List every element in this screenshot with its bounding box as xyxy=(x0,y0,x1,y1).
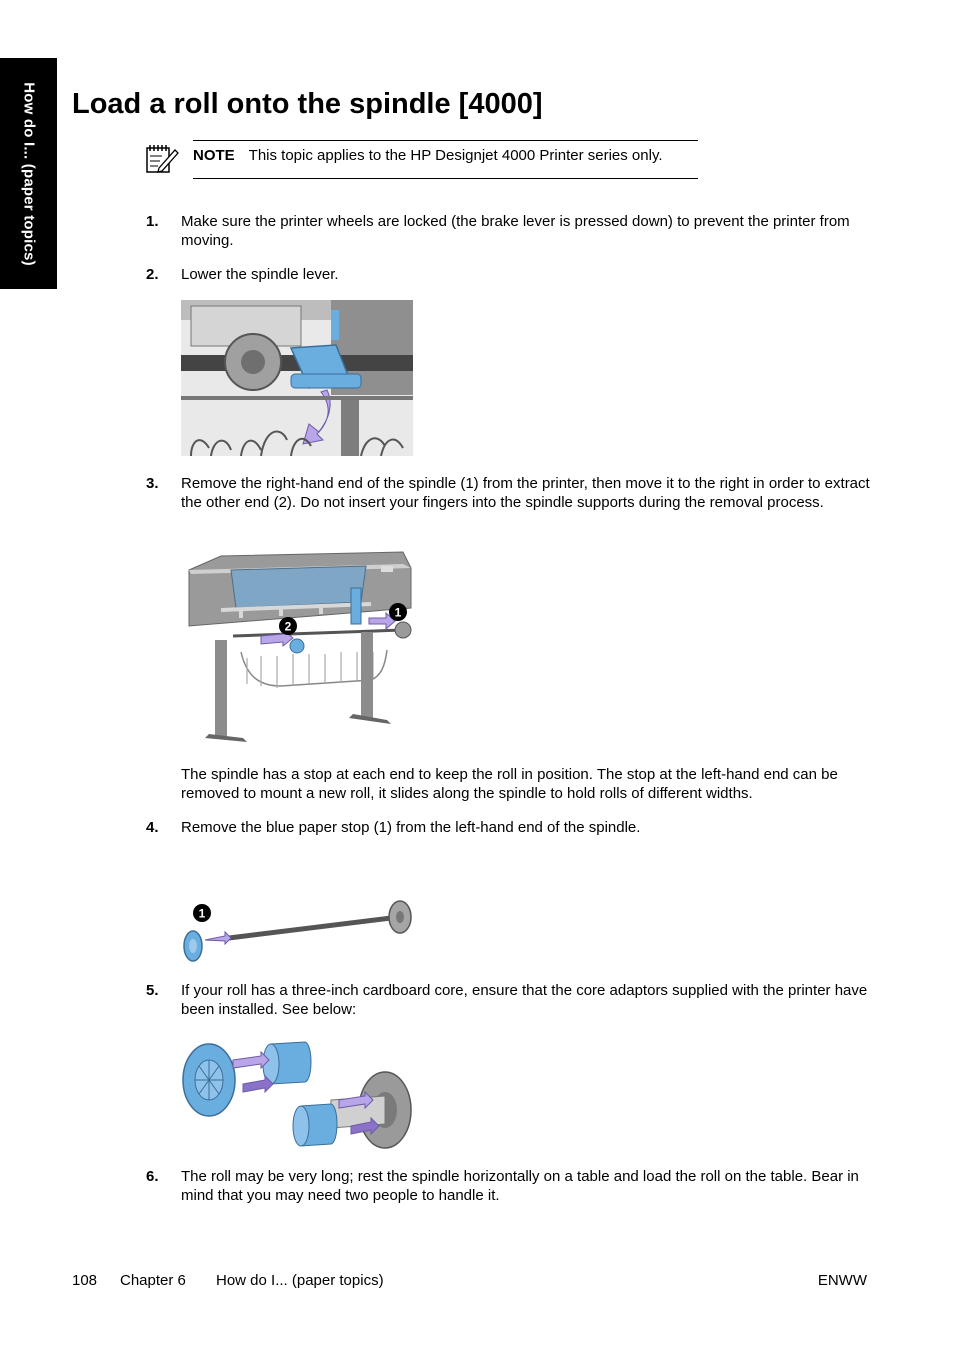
footer-section: How do I... (paper topics) xyxy=(216,1272,384,1289)
step-text: The roll may be very long; rest the spindle horizontally on a table and load the roll on the table. Bear in mind that you may need two people to handle it. xyxy=(181,1168,859,1204)
step-number: 5. xyxy=(146,982,159,999)
footer-chapter: Chapter 6 xyxy=(120,1272,186,1289)
step-number: 1. xyxy=(146,213,159,230)
note-label: NOTE xyxy=(193,147,235,164)
spindle-paragraph: The spindle has a stop at each end to keep the roll in position. The stop at the left-hand end can be removed to mount a new roll, it slides along the spindle to hold rolls of different widths. xyxy=(181,766,838,802)
step-text: Lower the spindle lever. xyxy=(181,266,339,283)
step-number: 3. xyxy=(146,475,159,492)
note-text: This topic applies to the HP Designjet 4000 Printer series only. xyxy=(248,147,663,164)
step-number: 4. xyxy=(146,819,159,836)
step-number: 2. xyxy=(146,266,159,283)
callout-2: 2 xyxy=(284,619,292,634)
step-text: Remove the right-hand end of the spindle (1) from the printer, then move it to the right in order to extract the other end (2). Do not insert your fingers into the spindle supports during the removal process. xyxy=(181,475,870,511)
paper-stop-figure xyxy=(181,896,413,964)
footer-page-number: 108 xyxy=(72,1272,98,1289)
step-number: 6. xyxy=(146,1168,159,1185)
step-text: Remove the blue paper stop (1) from the left-hand end of the spindle. xyxy=(181,819,641,836)
core-adaptors-figure xyxy=(181,1034,413,1152)
callout-1: 1 xyxy=(394,605,402,620)
side-tab xyxy=(0,58,57,289)
step-text: Make sure the printer wheels are locked (the brake lever is pressed down) to prevent the printer from moving. xyxy=(181,213,850,249)
side-tab-label: How do I... (paper topics) xyxy=(20,81,37,266)
note-pencil-icon xyxy=(145,142,179,176)
footer-enww: ENWW xyxy=(817,1272,867,1289)
spindle-removal-figure xyxy=(181,548,413,742)
note-box xyxy=(193,140,698,179)
spindle-lever-figure xyxy=(181,300,413,456)
callout-1: 1 xyxy=(198,906,206,921)
step-text: If your roll has a three-inch cardboard core, ensure that the core adaptors supplied with the printer have been installed. See below: xyxy=(181,982,868,1018)
page-title: Load a roll onto the spindle [4000] xyxy=(72,88,543,120)
